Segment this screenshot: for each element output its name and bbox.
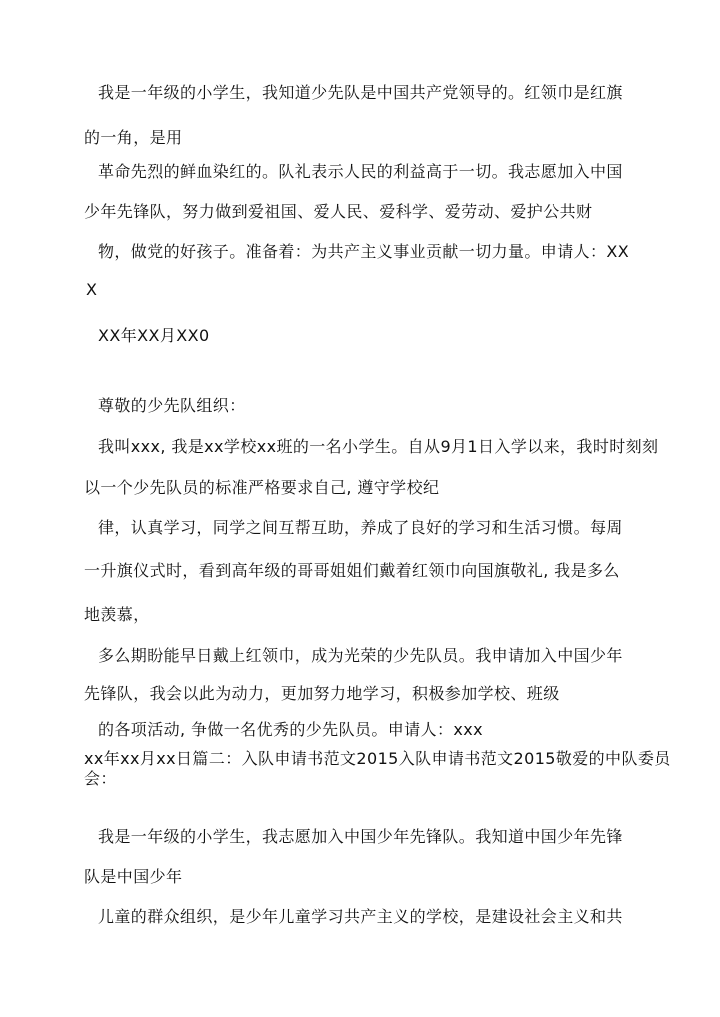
text-line: 的一角，是用 <box>84 128 183 147</box>
text-line: 以一个少先队员的标准严格要求自己, 遵守学校纪 <box>84 478 440 497</box>
text-line: 律，认真学习，同学之间互帮互助，养成了良好的学习和生活习惯。每周 <box>98 518 623 537</box>
text-line: 儿童的群众组织，是少年儿童学习共产主义的学校，是建设社会主义和共 <box>98 907 623 926</box>
text-line: 先锋队，我会以此为动力，更加努力地学习，积极参加学校、班级 <box>84 684 560 703</box>
text-line: 革命先烈的鲜血染红的。队礼表示人民的利益高于一切。我志愿加入中国 <box>98 162 623 181</box>
text-line: 队是中国少年 <box>84 867 183 886</box>
text-line: 的各项活动, 争做一名优秀的少先队员。申请人：xxx <box>98 720 483 739</box>
text-line: 物，做党的好孩子。准备着：为共产主义事业贡献一切力量。申请人：XX <box>98 242 630 261</box>
salutation: 尊敬的少先队组织： <box>98 396 246 415</box>
text-line: 会： <box>84 769 117 788</box>
date-line: XX年XX月XX0 <box>98 326 210 345</box>
text-line: 多么期盼能早日戴上红领巾，成为光荣的少先队员。我申请加入中国少年 <box>98 646 623 665</box>
text-line: 我叫xxx, 我是xx学校xx班的一名小学生。自从9月1日入学以来，我时时刻刻 <box>98 437 659 456</box>
text-line: X <box>86 280 98 299</box>
text-line: 我是一年级的小学生，我知道少先队是中国共产党领导的。红领巾是红旗 <box>98 83 623 102</box>
text-line: 一升旗仪式时，看到高年级的哥哥姐姐们戴着红领巾向国旗敬礼, 我是多么 <box>84 561 620 580</box>
text-line: 少年先锋队，努力做到爱祖国、爱人民、爱科学、爱劳动、爱护公共财 <box>84 202 593 221</box>
text-line: 我是一年级的小学生，我志愿加入中国少年先锋队。我知道中国少年先锋 <box>98 827 623 846</box>
text-line: xx年xx月xx日篇二：入队申请书范文2015入队申请书范文2015敬爱的中队委员 <box>84 749 671 768</box>
text-line: 地羡慕， <box>84 605 150 624</box>
